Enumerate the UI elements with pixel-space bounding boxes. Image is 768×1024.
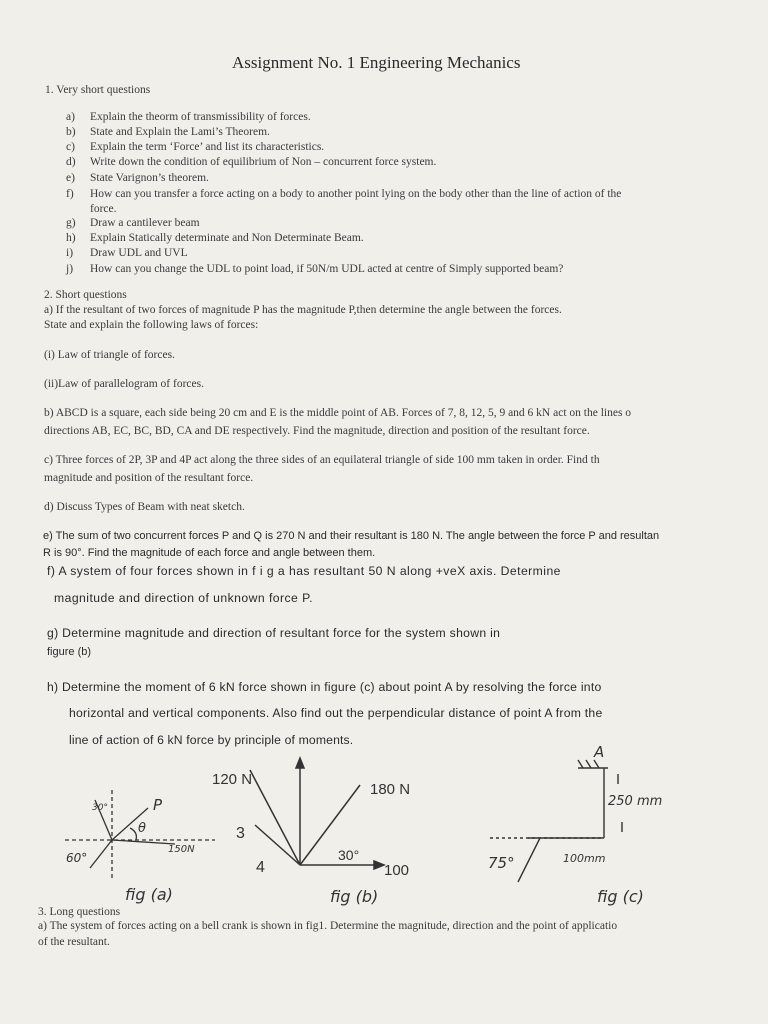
question-1-item	[66, 263, 563, 275]
question-2c-line2: magnitude and position of the resultant force.	[44, 472, 254, 484]
question-1-item	[66, 232, 364, 244]
question-3a-line1: a) The system of forces acting on a bell crank is shown in fig1. Determine the magnitude, direction and the point of applicatio	[38, 920, 618, 932]
fig-c-dim-250: 250 mm	[608, 794, 663, 809]
question-1-item-text: State and Explain the Lami’s Theorem.	[90, 126, 270, 138]
question-1-item-text: How can you change the UDL to point load, if 50N/m UDL acted at centre of Simply supported beam?	[90, 263, 564, 275]
section-3-heading: 3. Long questions	[38, 906, 121, 918]
fig-a-angle-left: 60°	[66, 851, 88, 865]
question-1-item-text: How can you transfer a force acting on a body to another point lying on the body other than the line of action of the	[90, 188, 622, 200]
fig-a-angle-top: 30°	[92, 803, 108, 813]
fig-a-theta-label: θ	[138, 821, 146, 836]
question-2a-laws: State and explain the following laws of forces:	[44, 319, 259, 331]
question-2f-line2: magnitude and direction of unknown force P.	[54, 591, 313, 605]
fig-a-force-150-label: 150N	[168, 844, 195, 855]
question-2c-line1: c) Three forces of 2P, 3P and 4P act along the three sides of an equilateral triangle of side 100 mm taken in order. Find th	[44, 454, 600, 466]
question-1-item-text: Write down the condition of equilibrium of Non – concurrent force system.	[90, 156, 437, 168]
section-2-heading: 2. Short questions	[44, 289, 127, 301]
question-2d: d) Discuss Types of Beam with neat sketch.	[44, 501, 245, 513]
question-1-item	[66, 172, 209, 184]
question-1-item-label: f)	[66, 188, 74, 200]
fig-c-force-6kn	[518, 838, 540, 882]
question-2b-line1: b) ABCD is a square, each side being 20 cm and E is the middle point of AB. Forces of 7, 8, 12, 5, 9 and 6 kN act on the lines o	[44, 407, 632, 419]
section-1-heading: 1. Very short questions	[45, 84, 151, 96]
law-parallelogram: (ii)Law of parallelogram of forces.	[44, 378, 204, 390]
question-1-item	[66, 247, 188, 259]
question-1-item-label: h)	[66, 232, 76, 244]
question-1-item	[66, 217, 200, 229]
question-2h-line3: line of action of 6 kN force by principle of moments.	[69, 733, 354, 747]
fig-a-force-60	[90, 840, 112, 868]
question-1-item-text: Explain the term ‘Force’ and list its characteristics.	[90, 141, 325, 153]
question-1-item-text: State Varignon’s theorem.	[90, 172, 209, 184]
question-1-item-text: Draw a cantilever beam	[90, 217, 200, 229]
fig-a-theta-arc	[130, 828, 136, 840]
fig-b-label-30: 30°	[338, 847, 360, 863]
question-1-item	[66, 126, 270, 138]
question-3a-line2: of the resultant.	[38, 936, 110, 948]
question-1-item	[66, 188, 621, 200]
question-2e-line1: e) The sum of two concurrent forces P and Q is 270 N and their resultant is 180 N. The angle between the force P and resultan	[43, 530, 660, 542]
question-2e-line2: R is 90°. Find the magnitude of each force and angle between them.	[43, 547, 376, 559]
figure-b	[250, 758, 384, 869]
question-2h-line1: h) Determine the moment of 6 kN force shown in figure (c) about point A by resolving the force into	[47, 680, 602, 694]
question-1-item-label: a)	[66, 111, 75, 123]
question-1-item	[66, 111, 311, 123]
fig-b-force-120	[250, 770, 300, 865]
fig-b-caption: fig (b)	[330, 887, 379, 906]
fig-c-angle-75: 75°	[488, 854, 515, 872]
fig-b-label-4: 4	[256, 859, 265, 876]
question-1-item-text: force.	[90, 203, 117, 215]
question-1-item-label: j)	[66, 263, 74, 275]
question-1-item	[66, 203, 117, 215]
question-1-item-text: Draw UDL and UVL	[90, 247, 188, 259]
question-1-item-label: g)	[66, 217, 76, 229]
question-2g-line1: g) Determine magnitude and direction of resultant force for the system shown in	[47, 626, 501, 640]
fig-b-label-120: 120 N	[212, 771, 253, 788]
fig-c-point-a: A	[594, 743, 605, 761]
question-2f-line1: f) A system of four forces shown in f i g a has resultant 50 N along +veX axis. Determine	[47, 564, 561, 578]
fig-b-label-100: 100	[384, 862, 410, 879]
question-2a: a) If the resultant of two forces of magnitude P has the magnitude P,then determine the angle between the forces.	[44, 304, 562, 316]
fig-b-arrow-180	[296, 758, 304, 768]
page-title: Assignment No. 1 Engineering Mechanics	[232, 53, 521, 72]
fig-b-arrow-100	[374, 861, 384, 869]
fig-b-label-180: 180 N	[370, 781, 411, 798]
question-1-item-label: b)	[66, 126, 76, 138]
question-1-item	[66, 141, 324, 153]
question-1-item-label: c)	[66, 141, 75, 153]
fig-c-caption: fig (c)	[597, 887, 644, 906]
fig-b-label-3: 3	[236, 825, 245, 842]
question-1-item-text: Explain Statically determinate and Non Determinate Beam.	[90, 232, 364, 244]
fig-a-force-p-label: P	[153, 796, 163, 814]
question-1-item-label: i)	[66, 247, 74, 259]
question-2h-line2: horizontal and vertical components. Also find out the perpendicular distance of point A from the	[69, 706, 603, 720]
question-1-item-text: Explain the theorm of transmissibility of forces.	[90, 111, 311, 123]
question-2b-line2: directions AB, EC, BC, BD, CA and DE respectively. Find the magnitude, direction and position of the resultant force.	[44, 425, 590, 437]
question-2g-line2: figure (b)	[47, 646, 92, 658]
figures-diagram	[0, 740, 768, 910]
fig-a-caption: fig (a)	[125, 885, 173, 904]
question-1-item-label: d)	[66, 156, 76, 168]
question-1-item-label: e)	[66, 172, 75, 184]
fig-c-dim-100: 100mm	[563, 852, 606, 865]
law-triangle: (i) Law of triangle of forces.	[44, 349, 175, 361]
question-1-item	[66, 156, 436, 168]
